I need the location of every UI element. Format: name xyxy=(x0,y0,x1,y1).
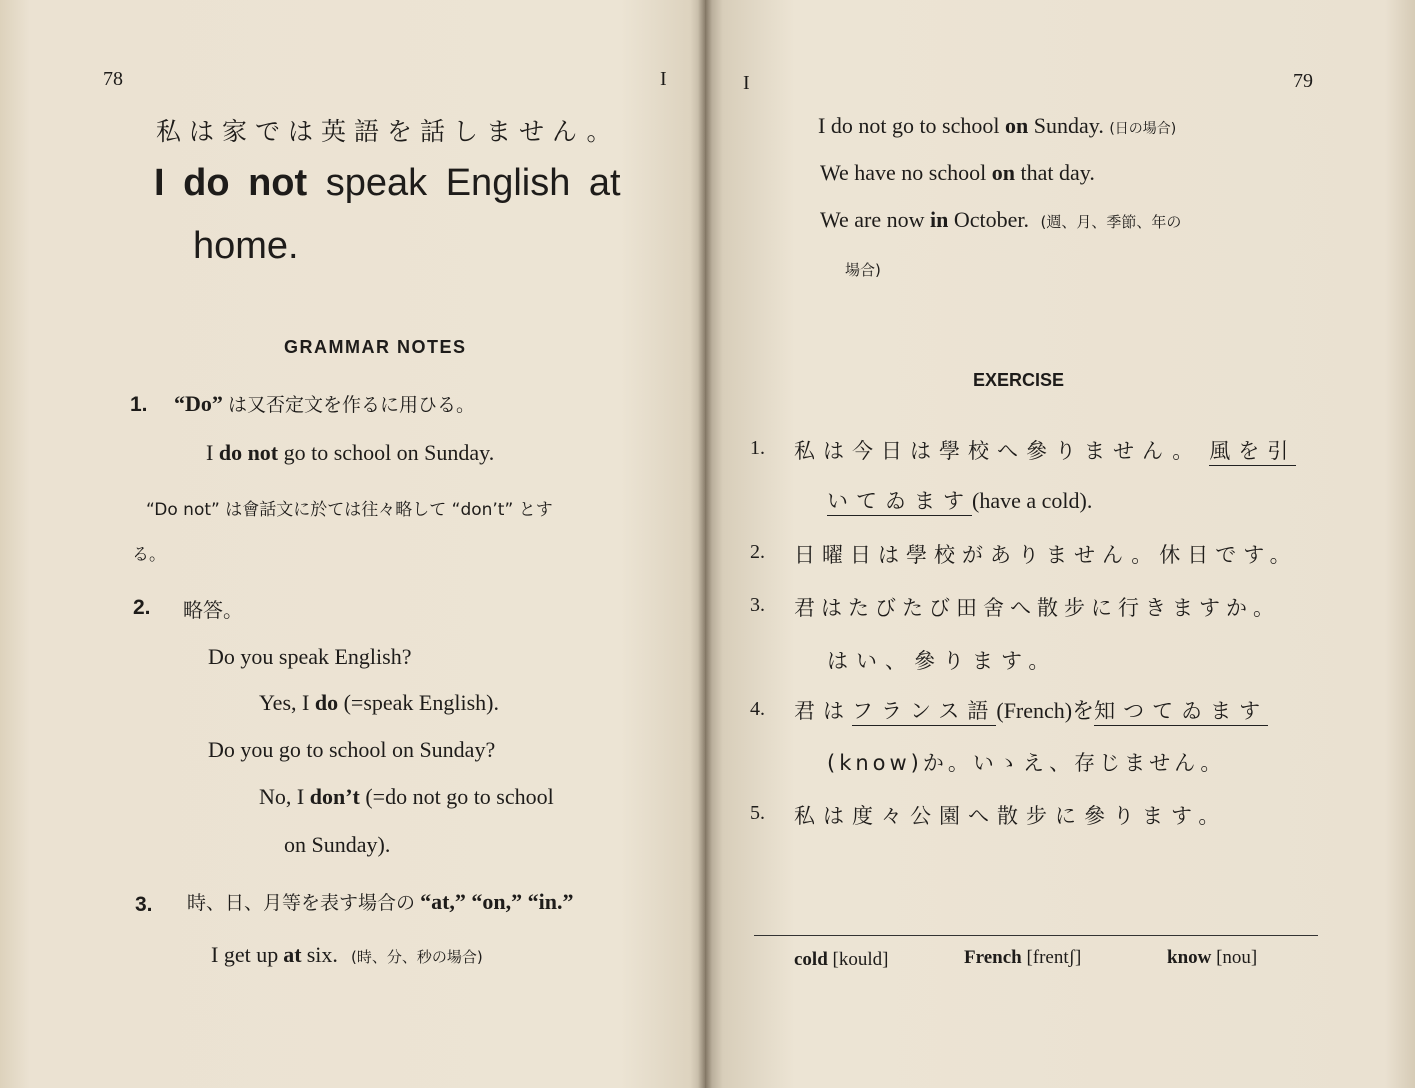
note-3-example xyxy=(211,942,483,968)
exercise-1-line2 xyxy=(827,485,1092,515)
note-3-text: 時、日、月等を表す場合の xyxy=(187,892,416,914)
vocab-word: know xyxy=(1167,947,1212,968)
underlined-phrase: フランス語 xyxy=(852,699,996,726)
example-emphasis: on xyxy=(1005,113,1029,138)
note-2-answer-2 xyxy=(259,784,554,810)
title-emphasis: I do not xyxy=(154,162,308,204)
vocab-know xyxy=(1167,947,1257,969)
lesson-mark: I xyxy=(743,72,750,94)
answer-emphasis: don’t xyxy=(309,784,360,809)
exercise-4-number: 4. xyxy=(750,698,765,720)
vocab-french xyxy=(964,947,1081,969)
example-text: We have no school xyxy=(820,160,987,185)
exercise-1-number: 1. xyxy=(750,437,765,459)
exercise-3-text: 君はたびたび田舍へ散步に行きますか。 xyxy=(794,596,1280,620)
example-note: (日の場合) xyxy=(1109,121,1177,137)
vocab-pronunciation: [frentʃ] xyxy=(1026,947,1082,968)
note-3-heading xyxy=(187,888,574,915)
underlined-phrase: いてゐます xyxy=(827,489,972,516)
lesson-title-english-line2: home. xyxy=(193,225,299,267)
note-3-number: 3. xyxy=(135,893,153,916)
lesson-mark: I xyxy=(660,68,667,90)
example-text: Sunday. xyxy=(1033,113,1104,138)
continued-example-2 xyxy=(820,160,1095,186)
vocab-cold xyxy=(794,949,888,971)
exercise-3-number: 3. xyxy=(750,594,765,616)
lesson-title-japanese: 私は家では英語を話しません。 xyxy=(156,117,620,146)
note-2-answer-1 xyxy=(259,690,499,716)
note-1-number: 1. xyxy=(130,393,148,416)
example-emphasis: do not xyxy=(218,440,279,465)
continued-example-1 xyxy=(818,113,1176,139)
example-note: (週、月、季節、年の xyxy=(1040,213,1182,231)
example-note: (時、分、秒の場合) xyxy=(351,948,483,966)
example-emphasis: in xyxy=(930,207,949,232)
example-text: We are now xyxy=(820,207,925,232)
example-text: October. xyxy=(953,207,1030,232)
exercise-text: 君は xyxy=(794,699,852,723)
example-text: that day. xyxy=(1020,160,1095,185)
note-1-keyword: “Do” xyxy=(174,391,223,416)
note-1-text: は又否定文を作るに用ひる。 xyxy=(227,394,475,416)
note-2-heading: 略答。 xyxy=(183,598,243,622)
example-text: I do not go to school xyxy=(818,113,1000,138)
example-text: I xyxy=(206,440,214,465)
answer-text: (=do not go to school xyxy=(365,784,554,809)
exercise-4-text xyxy=(794,694,1268,725)
vocab-pronunciation: [nou] xyxy=(1216,947,1258,968)
page-number: 79 xyxy=(1293,70,1313,92)
note-2-number: 2. xyxy=(133,596,151,619)
example-text: go to school on Sunday. xyxy=(283,440,495,465)
answer-emphasis: do xyxy=(314,690,339,715)
example-emphasis: on xyxy=(991,160,1015,185)
note-1-remark: “Do not” は會話文に於ては往々略して “don’t” とす xyxy=(146,500,553,520)
note-2-question-1: Do you speak English? xyxy=(208,644,412,669)
left-page xyxy=(0,0,705,1088)
example-text: six. xyxy=(306,942,338,967)
book-gutter xyxy=(698,0,712,1088)
exercise-heading: EXERCISE xyxy=(973,370,1065,390)
exercise-5-text: 私は度々公園へ散步に參ります。 xyxy=(794,804,1228,828)
vocab-word: cold xyxy=(794,949,828,970)
underlined-phrase: 知つてゐます xyxy=(1094,699,1268,726)
exercise-5-number: 5. xyxy=(750,802,765,824)
title-rest: speak English at xyxy=(325,162,621,204)
note-1-example xyxy=(206,440,494,466)
right-page xyxy=(705,0,1415,1088)
note-1-remark-line2: る。 xyxy=(132,545,166,565)
underlined-phrase: 風を引 xyxy=(1209,439,1296,466)
vocab-word: French xyxy=(964,947,1022,968)
page-number: 78 xyxy=(103,68,123,90)
note-2-answer-2-line2: on Sunday). xyxy=(284,832,391,857)
note-2-question-2: Do you go to school on Sunday? xyxy=(208,737,496,762)
lesson-title-english xyxy=(154,162,621,205)
answer-text: No, I xyxy=(259,784,305,809)
example-text: I get up xyxy=(211,942,279,967)
vocab-pronunciation: [kould] xyxy=(832,949,889,970)
example-emphasis: at xyxy=(283,942,302,967)
exercise-text: 私は今日は學校へ參りません。 xyxy=(794,439,1202,463)
note-3-keywords: “at,” “on,” “in.” xyxy=(420,889,574,914)
exercise-2-text: 日曜日は學校がありません。休日です。 xyxy=(794,543,1298,567)
exercise-2-number: 2. xyxy=(750,541,765,563)
footer-rule xyxy=(754,935,1318,936)
answer-text: Yes, I xyxy=(259,690,310,715)
gloss-text: (have a cold). xyxy=(972,488,1093,513)
answer-text: (=speak English). xyxy=(343,690,499,715)
exercise-1-text xyxy=(794,435,1296,465)
note-1-heading xyxy=(174,390,475,417)
continued-example-3 xyxy=(820,207,1181,233)
example-note-line2: 場合) xyxy=(845,261,881,279)
grammar-notes-heading: GRAMMAR NOTES xyxy=(284,337,467,357)
exercise-3-line2: はい、參ります。 xyxy=(827,649,1058,673)
gloss-text: (French)を xyxy=(996,698,1095,723)
exercise-4-line2: (know)か。いゝえ、存じません。 xyxy=(827,751,1226,775)
